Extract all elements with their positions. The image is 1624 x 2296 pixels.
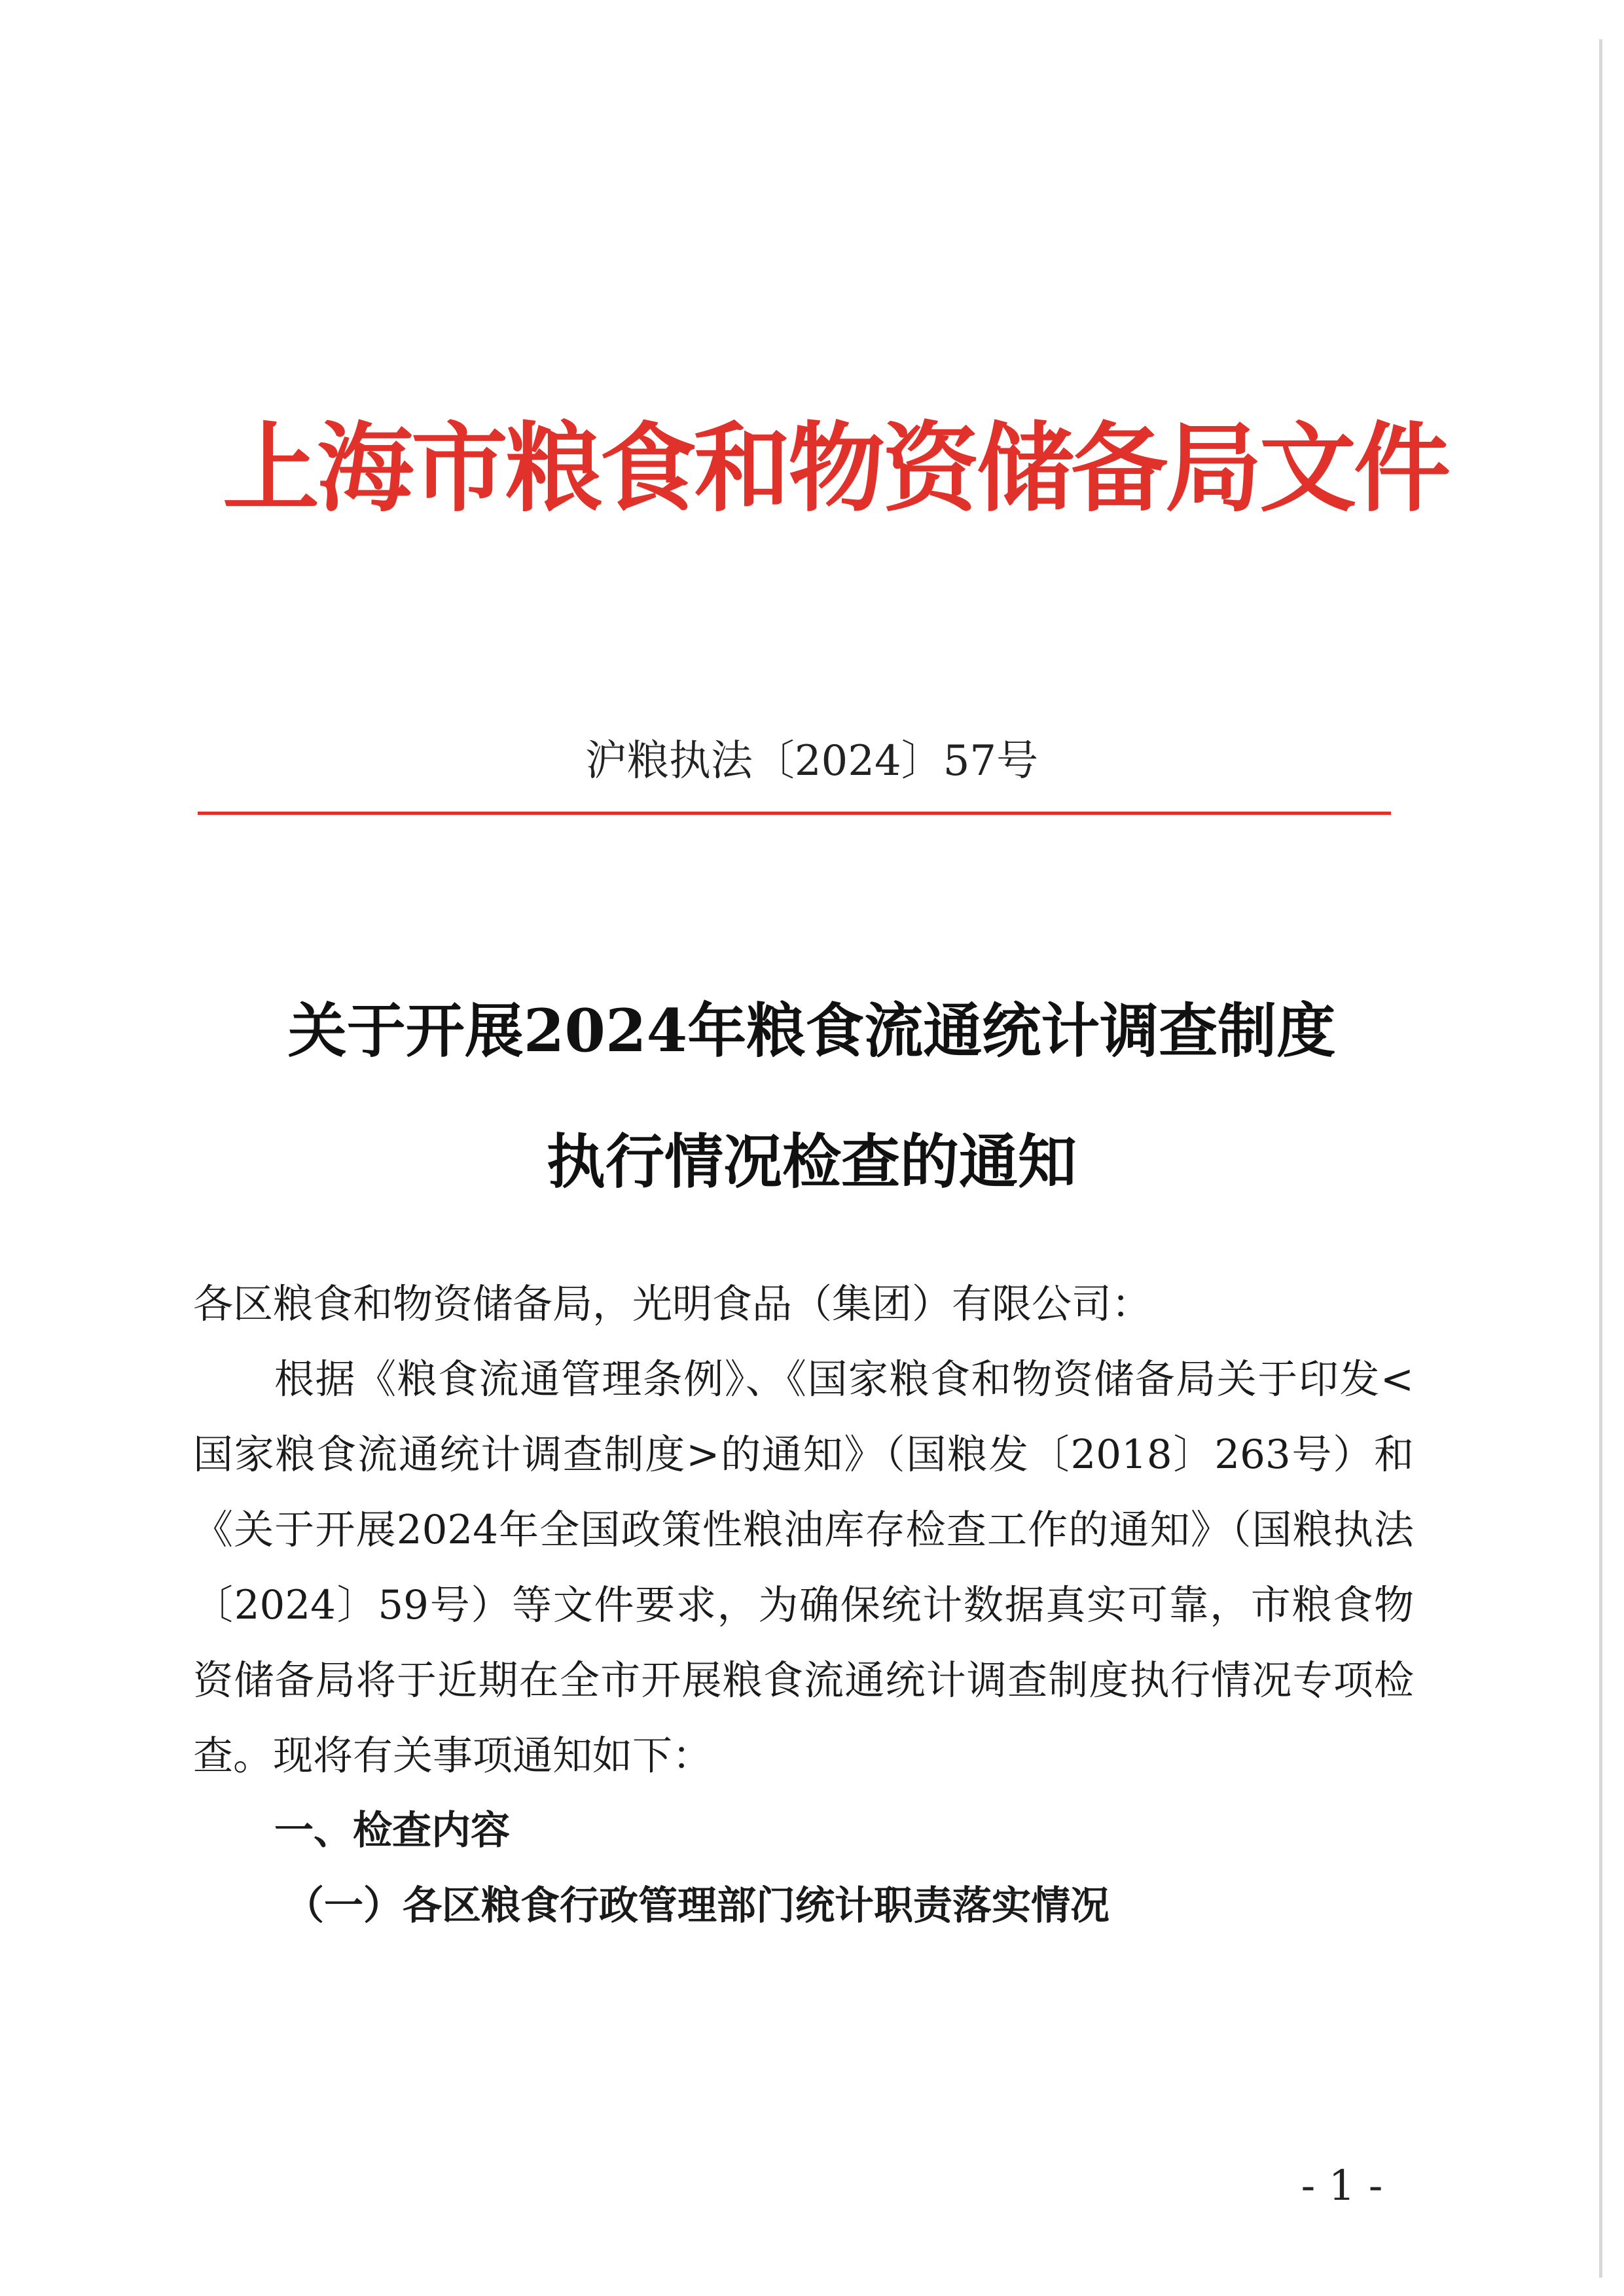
- notice-title-line-1: 关于开展2024年粮食流通统计调查制度: [287, 996, 1336, 1066]
- scan-edge-line: [1599, 39, 1602, 2278]
- body-paragraph: 根据《粮食流通管理条例》、《国家粮食和物资储备局关于印发<国家粮食流通统计调查制度>的通知》（国粮发〔2018〕263号）和《关于开展2024年全国政策性粮油库存检查工作的通知》（国粮执法〔2024〕59号）等文件要求，为确保统计数据真实可靠，市粮食物资储备局将于近期在全市开展粮食流通统计调查制度执行情况专项检查。现将有关事项通知如下：: [193, 1356, 1414, 1779]
- masthead-title: 上海市粮食和物资储备局文件: [223, 411, 1448, 525]
- notice-body: [193, 1266, 1414, 1944]
- notice-title-line-2: 执行情况检查的通知: [547, 1127, 1077, 1196]
- red-divider-rule: [198, 812, 1391, 815]
- page-number: - 1 -: [1301, 2162, 1383, 2210]
- section-heading: 一、检查内容: [274, 1808, 510, 1854]
- section-subheading: （一）各区粮食行政管理部门统计职责落实情况: [285, 1883, 1110, 1929]
- document-number: 沪粮执法〔2024〕57号: [585, 737, 1039, 785]
- addressee: 各区粮食和物资储备局，光明食品（集团）有限公司：: [193, 1281, 1152, 1327]
